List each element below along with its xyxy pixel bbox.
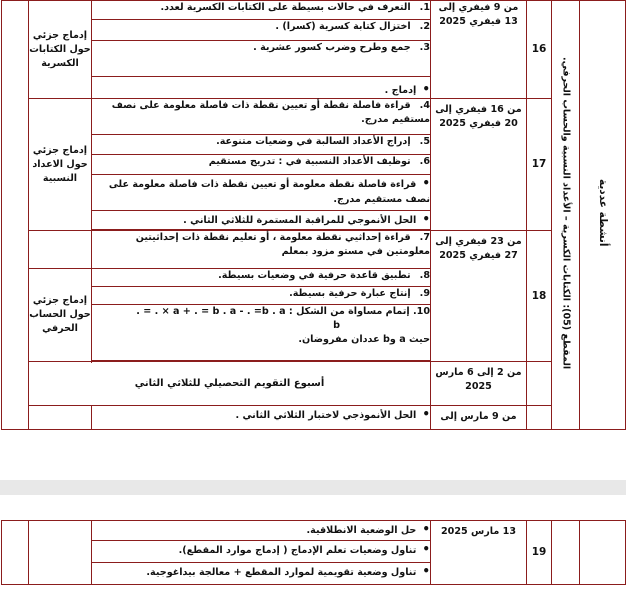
empty-cell: [527, 362, 552, 406]
list-item: 7. قراءة إحداثيي نقطة معلومة ، أو تعليم نقطة ذات إحداثيتين معلومتين في مستو مزود بمعلم: [92, 231, 431, 269]
list-item: • حل الوضعية الانطلاقية.: [92, 521, 431, 541]
empty-cell: [2, 1, 29, 430]
list-item: • تناول وضعيات تعلم الإدماج ( إدماج موارد المقطع).: [92, 541, 431, 563]
week-number: 17: [527, 99, 552, 231]
segment-label: المقطع (05): الكتابات الكسرية – الأعداد النسبية والحساب الحرفي.: [560, 56, 572, 369]
page-separator: [0, 480, 626, 495]
week-dates: من 9 فيفري إلى 13 فيفري 2025: [431, 1, 527, 99]
empty-cell: [2, 521, 29, 585]
list-item: 6. توظيف الأعداد النسبية في : تدريج مستقيم: [92, 155, 431, 175]
integration-label: إدماج جزئي حول الكتابات الكسرية: [29, 1, 92, 99]
list-item: 2. اختزال كتابة كسرية (كسرا) .: [92, 20, 431, 41]
list-item: 4. قراءة فاصلة نقطة أو تعيين نقطة ذات فاصلة معلومة على نصف مستقيم مدرج.: [92, 99, 431, 135]
list-item: 3. جمع وطرح وضرب كسور عشرية .: [92, 41, 431, 77]
week-dates: من 9 مارس إلى: [431, 406, 527, 430]
integration-label: إدماج جزئي حول الاعداد النسبية: [29, 99, 92, 231]
list-item: • قراءة فاصلة نقطة معلومة أو تعيين نقطة ذات فاصلة معلومة على نصف مستقيم مدرج.: [92, 175, 431, 211]
empty-cell: [527, 406, 552, 430]
list-item: • الحل الأنموذجي لاختبار الثلاثي الثاني .: [92, 406, 431, 430]
empty-cell: [29, 521, 92, 585]
empty-cell: [29, 231, 92, 269]
week-dates: من 16 فيفري إلى 20 فيفري 2025: [431, 99, 527, 231]
empty-cell: [580, 521, 626, 585]
list-item: 8. تطبيق قاعدة حرفية في وضعيات بسيطة.: [92, 269, 431, 287]
empty-cell: [552, 521, 580, 585]
week-dates: 13 مارس 2025: [431, 521, 527, 585]
week-number: 18: [527, 231, 552, 362]
assessment-week-label: أسبوع التقويم التحصيلي للثلاثي الثاني: [29, 362, 431, 406]
week-dates: من 23 فيفري إلى 27 فيفري 2025: [431, 231, 527, 362]
list-item: 5. إدراج الأعداد السالبة في وضعيات متنوعة.: [92, 135, 431, 155]
list-item: • إدماج .: [92, 77, 431, 99]
week-number: 16: [527, 1, 552, 99]
week-number: 19: [527, 521, 552, 585]
learning-plan-table: [1, 0, 626, 430]
segment-cell: [552, 1, 580, 430]
domain-cell: [580, 1, 626, 430]
list-item: • تناول وضعية تقويمية لموارد المقطع + معالجة بيداغوجية.: [92, 563, 431, 585]
list-item: • الحل الأنموجي للمراقبة المستمرة للثلاثي الثاني .: [92, 211, 431, 230]
week-dates: من 2 إلى 6 مارس 2025: [431, 362, 527, 406]
domain-label: أنشطة عددية: [597, 179, 610, 247]
integration-label: إدماج جزئي حول الحساب الحرفي: [29, 269, 92, 362]
list-item: 1. التعرف في حالات بسيطة على الكتابات الكسرية لعدد.: [92, 1, 431, 20]
plan-page-2: [0, 520, 626, 585]
learning-plan-table-continued: [1, 520, 626, 585]
empty-cell: [29, 406, 92, 430]
list-item: 9. إنتاج عبارة حرفية بسيطة.: [92, 287, 431, 305]
list-item: 10. إتمام مساواة من الشكل : a + . = b . a - . =b . a × . = . b حيث a وb عددان مفروضان.: [92, 305, 431, 361]
